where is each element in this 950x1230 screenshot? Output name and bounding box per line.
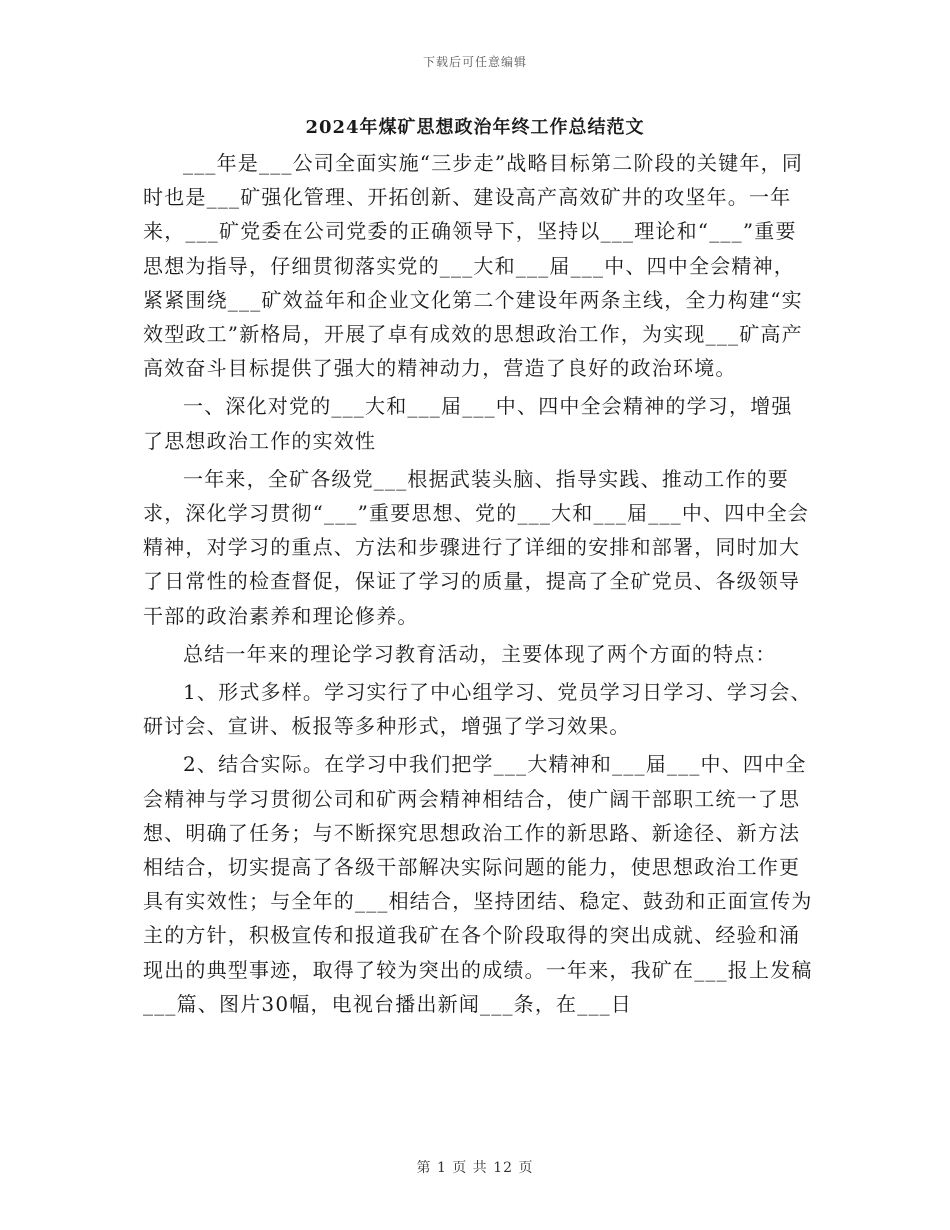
intro-paragraph: ___年是___公司全面实施“三步走”战略目标第二阶段的关键年，同时也是___矿强化管理、开拓创新、建设高产高效矿井的攻坚年。一年来，___矿党委在公司党委的正确领导下，坚持以___理论和“___”重要思想为指导，仔细贯彻落实党的___大和___届___中、四中全会精神，紧紧围绕___矿效益年和企业文化第二个建设年两条主线，全力构建“实效型政工”新格局，开展了卓有成效的思想政治工作，为实现___矿高产高效奋斗目标提供了强大的精神动力，营造了良好的政治环境。 xyxy=(143,151,804,381)
list-item-1: 1、形式多样。学习实行了中心组学习、党员学习日学习、学习会、研讨会、宣讲、板报等多种形式，增强了学习效果。 xyxy=(143,680,812,739)
page-footer: 第 1 页 共 12 页 xyxy=(416,1160,534,1176)
list-item-2: 2、结合实际。在学习中我们把学___大精神和___届___中、四中全会精神与学习贯彻公司和矿两会精神相结合，使广阔干部职工统一了思想、明确了任务；与不断探究思想政治工作的新思路、新途径、新方法相结合，切实提高了各级干部解决实际问题的能力，使思想政治工作更具有实效性；与全年的___相结合，坚持团结、稳定、鼓劲和正面宣传为主的方针，积极宣传和报道我矿在各个阶段取得的突出成就、经验和涌现出的典型事迹，取得了较为突出的成绩。一年来，我矿在___报上发稿___篇、图片30幅，电视台播出新闻___条，在___日 xyxy=(143,752,813,1016)
body-paragraph: 总结一年来的理论学习教育活动，主要体现了两个方面的特点： xyxy=(183,641,777,666)
section-heading-1: 一、深化对党的___大和___届___中、四中全会精神的学习，增强了思想政治工作的实效性 xyxy=(143,394,793,453)
document-body xyxy=(143,146,813,1021)
body-paragraph: 一年来，全矿各级党___根据武装头脑、指导实践、推动工作的要求，深化学习贯彻“___”重要思想、党的___大和___届___中、四中全会精神，对学习的重点、方法和步骤进行了详细的安排和部署，同时加大了日常性的检查督促，保证了学习的质量，提高了全矿党员、各级领导干部的政治素养和理论修养。 xyxy=(143,466,810,628)
document-title: 2024年煤矿思想政治年终工作总结范文 xyxy=(305,117,645,138)
header-note: 下载后可任意编辑 xyxy=(422,55,527,69)
